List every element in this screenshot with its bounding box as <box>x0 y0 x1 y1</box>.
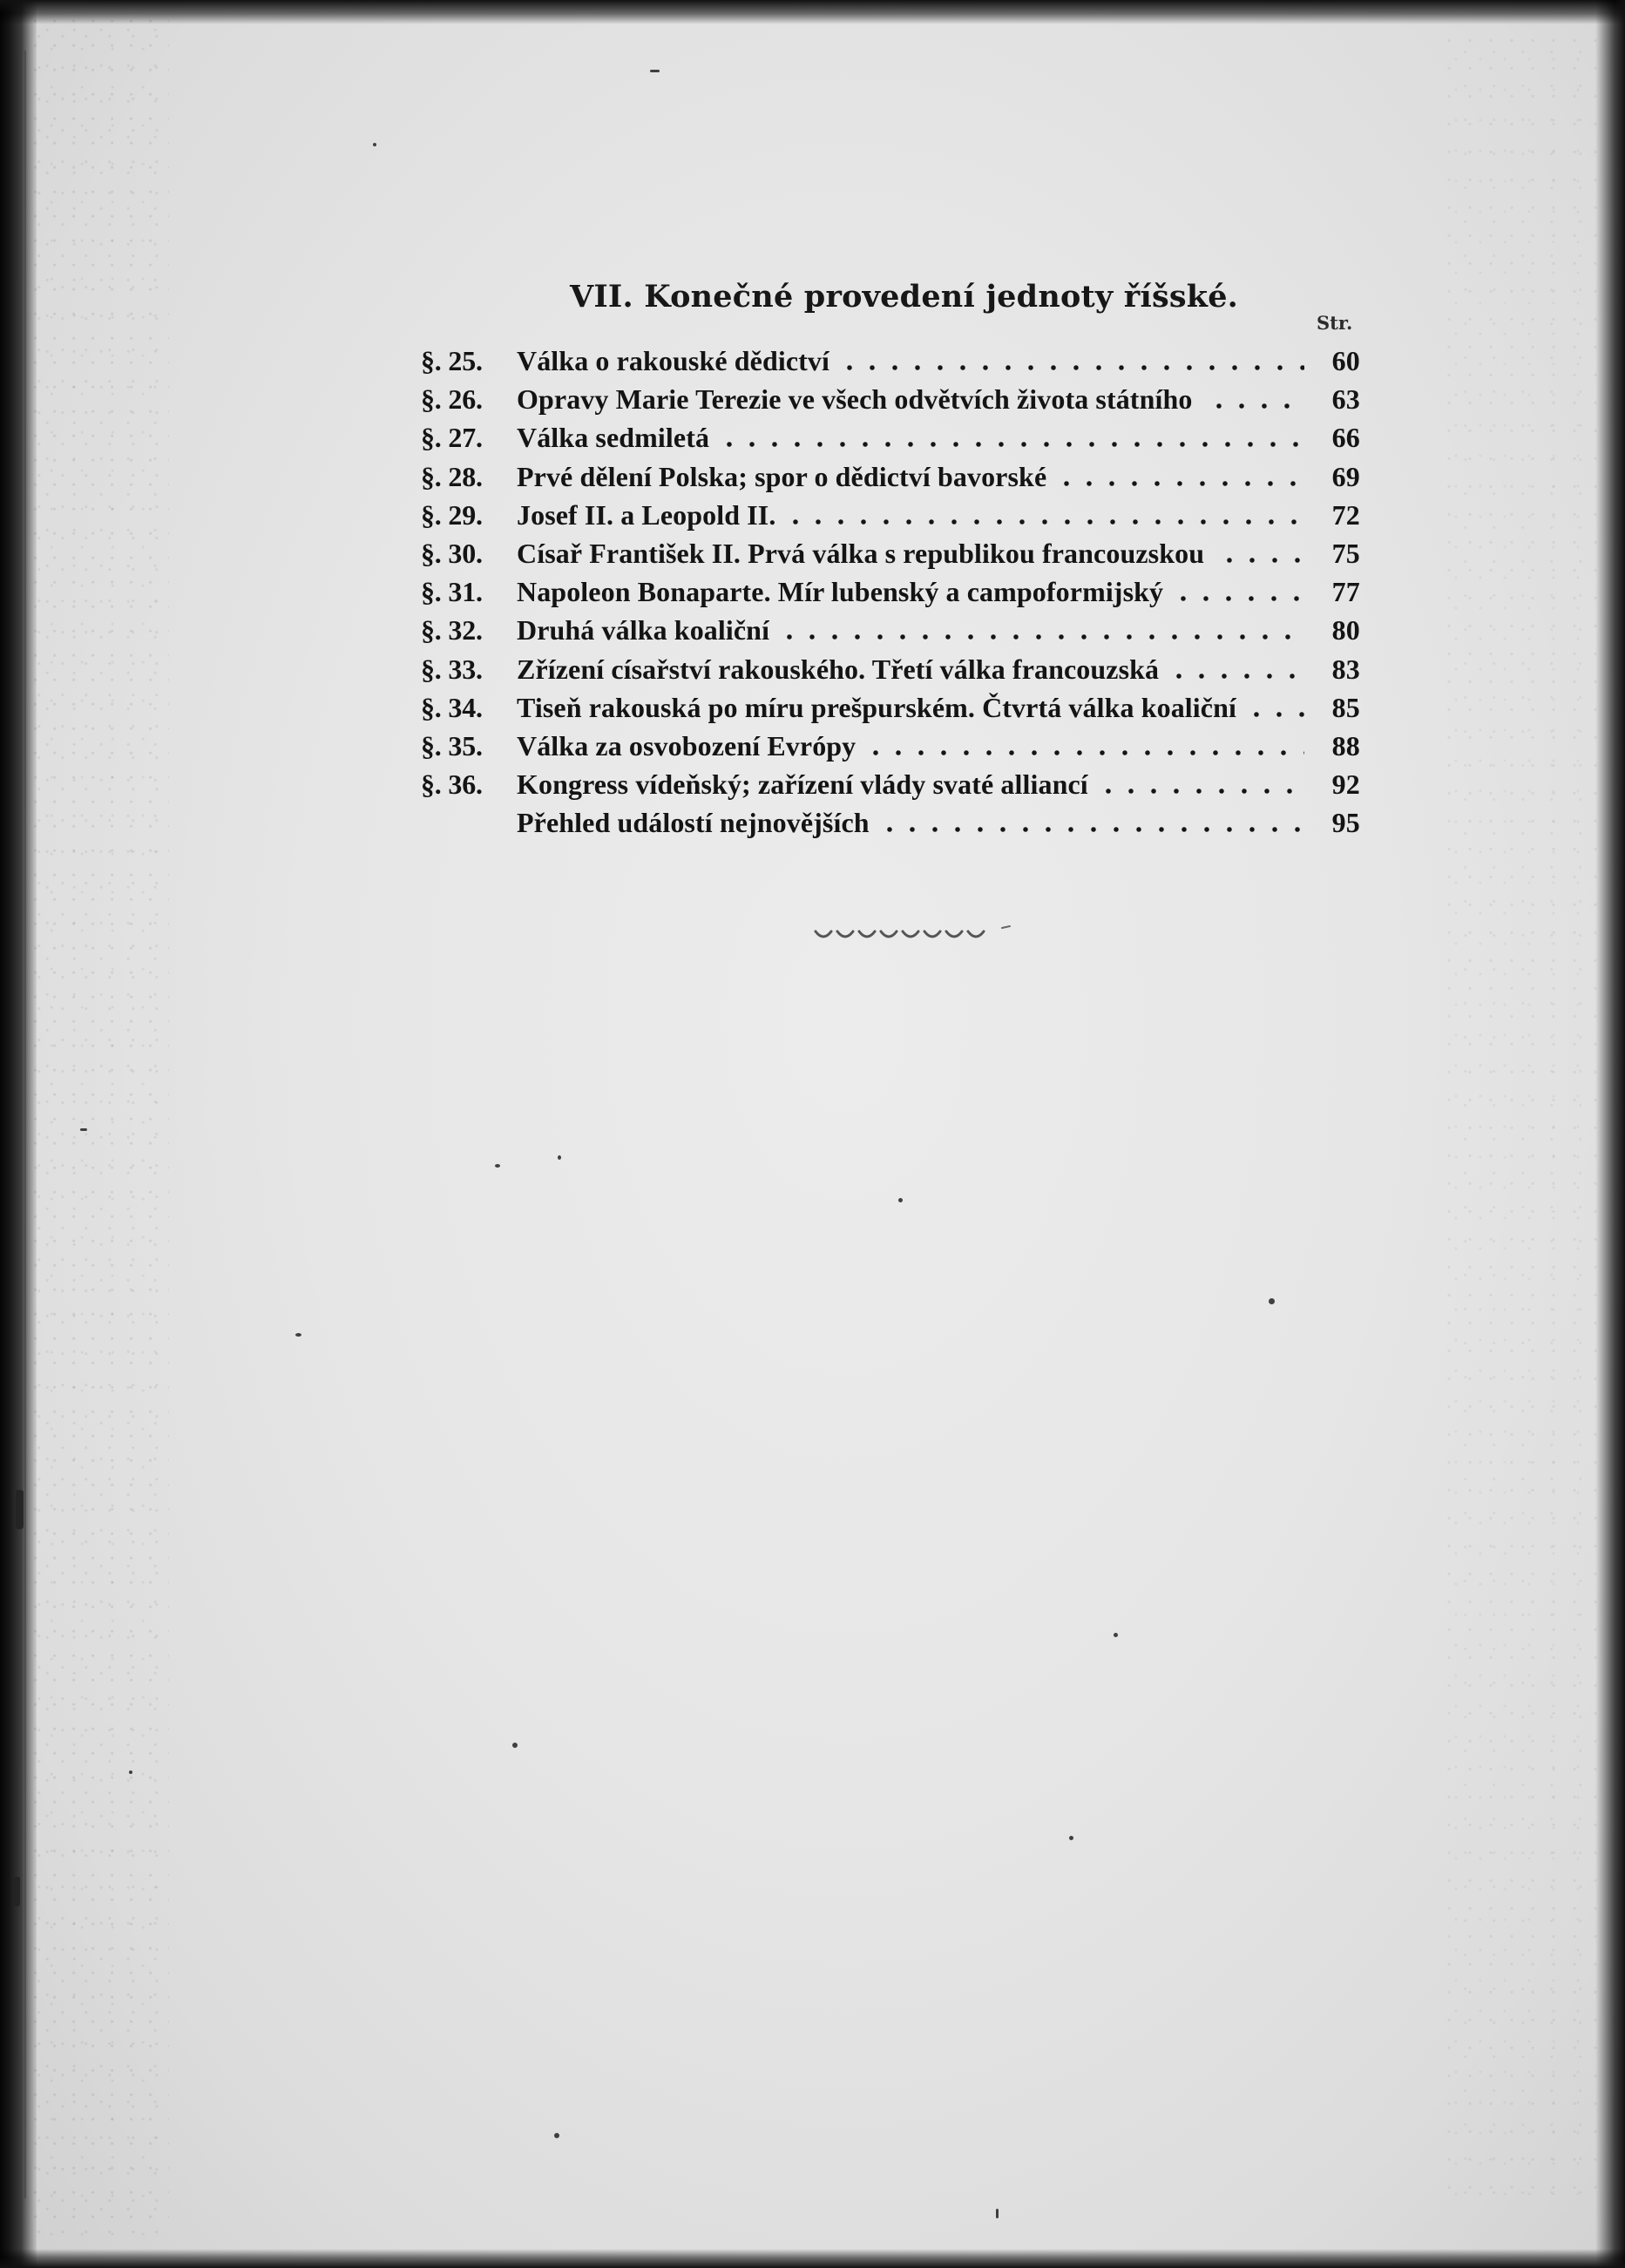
scan-speck <box>558 1155 561 1160</box>
scan-speck <box>129 1770 132 1774</box>
section-number: §. 28. <box>421 460 483 492</box>
dot-leader <box>1208 384 1304 409</box>
entry-page-number: 63 <box>1331 383 1360 416</box>
dot-leader <box>864 731 1304 755</box>
section-number: §. 35. <box>421 729 483 762</box>
entry-title: Zřízení císařství rakouského. Třetí válka francouzská <box>517 653 1160 685</box>
entry-page-number: 66 <box>1331 422 1360 454</box>
entry-title: Válka sedmiletá <box>517 422 710 454</box>
dot-leader <box>878 808 1304 832</box>
entry-title: Válka za osvobození Evrópy <box>517 729 857 762</box>
section-number: §. 34. <box>421 691 483 723</box>
dot-leader <box>1172 577 1304 601</box>
scan-speck <box>1269 1298 1275 1304</box>
dot-leader <box>784 500 1304 525</box>
entry-page-number: 80 <box>1331 614 1360 647</box>
page-column-header: Str. <box>1317 312 1353 334</box>
scan-noise-right <box>1444 35 1601 2196</box>
scan-speck <box>80 1128 87 1131</box>
entry-page-number: 92 <box>1331 768 1360 801</box>
toc-entry-26 <box>421 380 1360 418</box>
scan-speck <box>495 1164 500 1168</box>
scan-speck <box>1114 1633 1118 1637</box>
section-number: §. 30. <box>421 537 483 569</box>
entry-title: Napoleon Bonaparte. Mír lubenský a campoformijský <box>517 576 1164 608</box>
scan-speck <box>512 1743 518 1748</box>
toc-entry-32 <box>421 611 1360 649</box>
scan-speck <box>650 70 660 72</box>
dot-leader <box>1097 769 1304 794</box>
dot-leader <box>718 423 1304 447</box>
dot-leader <box>1245 693 1304 717</box>
table-of-contents <box>421 342 1360 842</box>
entry-page-number: 85 <box>1331 691 1360 723</box>
entry-title: Přehled událostí nejnovějších <box>517 807 870 839</box>
entry-page-number: 72 <box>1331 498 1360 531</box>
section-number: §. 31. <box>421 576 483 608</box>
toc-entry-33 <box>421 650 1360 688</box>
entry-title: Kongress vídeňský; zařízení vlády svaté alliancí <box>517 768 1088 801</box>
scan-speck <box>16 1490 24 1529</box>
entry-title: Druhá válka koaliční <box>517 614 770 647</box>
toc-entry-35 <box>421 727 1360 765</box>
entry-page-number: 77 <box>1331 576 1360 608</box>
scan-speck <box>295 1333 301 1337</box>
dot-leader <box>1168 654 1304 679</box>
entry-page-number: 69 <box>1331 460 1360 492</box>
toc-entry-30 <box>421 534 1360 572</box>
toc-entry-34 <box>421 688 1360 727</box>
section-number: §. 32. <box>421 614 483 647</box>
entry-page-number: 75 <box>1331 537 1360 569</box>
entry-title: Válka o rakouské dědictví <box>517 345 829 376</box>
section-number: §. 33. <box>421 653 483 685</box>
scan-speck <box>554 2133 559 2138</box>
dot-leader <box>778 615 1304 640</box>
toc-entry-overview <box>421 803 1360 842</box>
toc-entry-28 <box>421 457 1360 496</box>
scan-speck <box>996 2209 999 2218</box>
toc-entry-31 <box>421 572 1360 611</box>
toc-entry-29 <box>421 496 1360 534</box>
section-number: §. 25. <box>421 345 483 376</box>
dot-leader <box>1055 462 1304 486</box>
scan-bottom-edge <box>0 2249 1625 2268</box>
toc-entry-25 <box>421 342 1360 380</box>
entry-page-number: 83 <box>1331 653 1360 685</box>
dot-leader <box>838 346 1304 370</box>
scan-noise-left <box>30 17 169 2239</box>
scan-left-edge <box>0 0 37 2268</box>
section-number: §. 29. <box>421 498 483 531</box>
entry-title: Císař František II. Prvá válka s republikou francouzskou <box>517 537 1205 569</box>
toc-entry-36 <box>421 765 1360 803</box>
scan-right-edge <box>1595 0 1625 2268</box>
section-number: §. 36. <box>421 768 483 801</box>
section-number: §. 27. <box>421 422 483 454</box>
entry-page-number: 88 <box>1331 729 1360 762</box>
scan-speck <box>898 1198 903 1202</box>
scan-top-edge <box>0 0 1625 24</box>
section-end-ornament <box>814 924 1019 944</box>
entry-page-number: 95 <box>1331 807 1360 839</box>
scan-speck <box>1069 1836 1073 1840</box>
dot-leader <box>1218 538 1304 563</box>
entry-page-number: 60 <box>1331 345 1360 376</box>
entry-title: Josef II. a Leopold II. <box>517 498 776 531</box>
scan-speck <box>14 1877 20 1906</box>
section-heading: VII. Konečné provedení jednoty říšské. <box>570 279 1239 315</box>
entry-title: Opravy Marie Terezie ve všech odvětvích života státního <box>517 383 1193 416</box>
section-number: §. 26. <box>421 383 483 416</box>
entry-title: Prvé dělení Polska; spor o dědictví bavorské <box>517 460 1047 492</box>
scan-speck <box>373 143 376 146</box>
toc-entry-27 <box>421 418 1360 457</box>
entry-title: Tiseň rakouská po míru prešpurském. Čtvrtá válka koaliční <box>517 691 1236 723</box>
